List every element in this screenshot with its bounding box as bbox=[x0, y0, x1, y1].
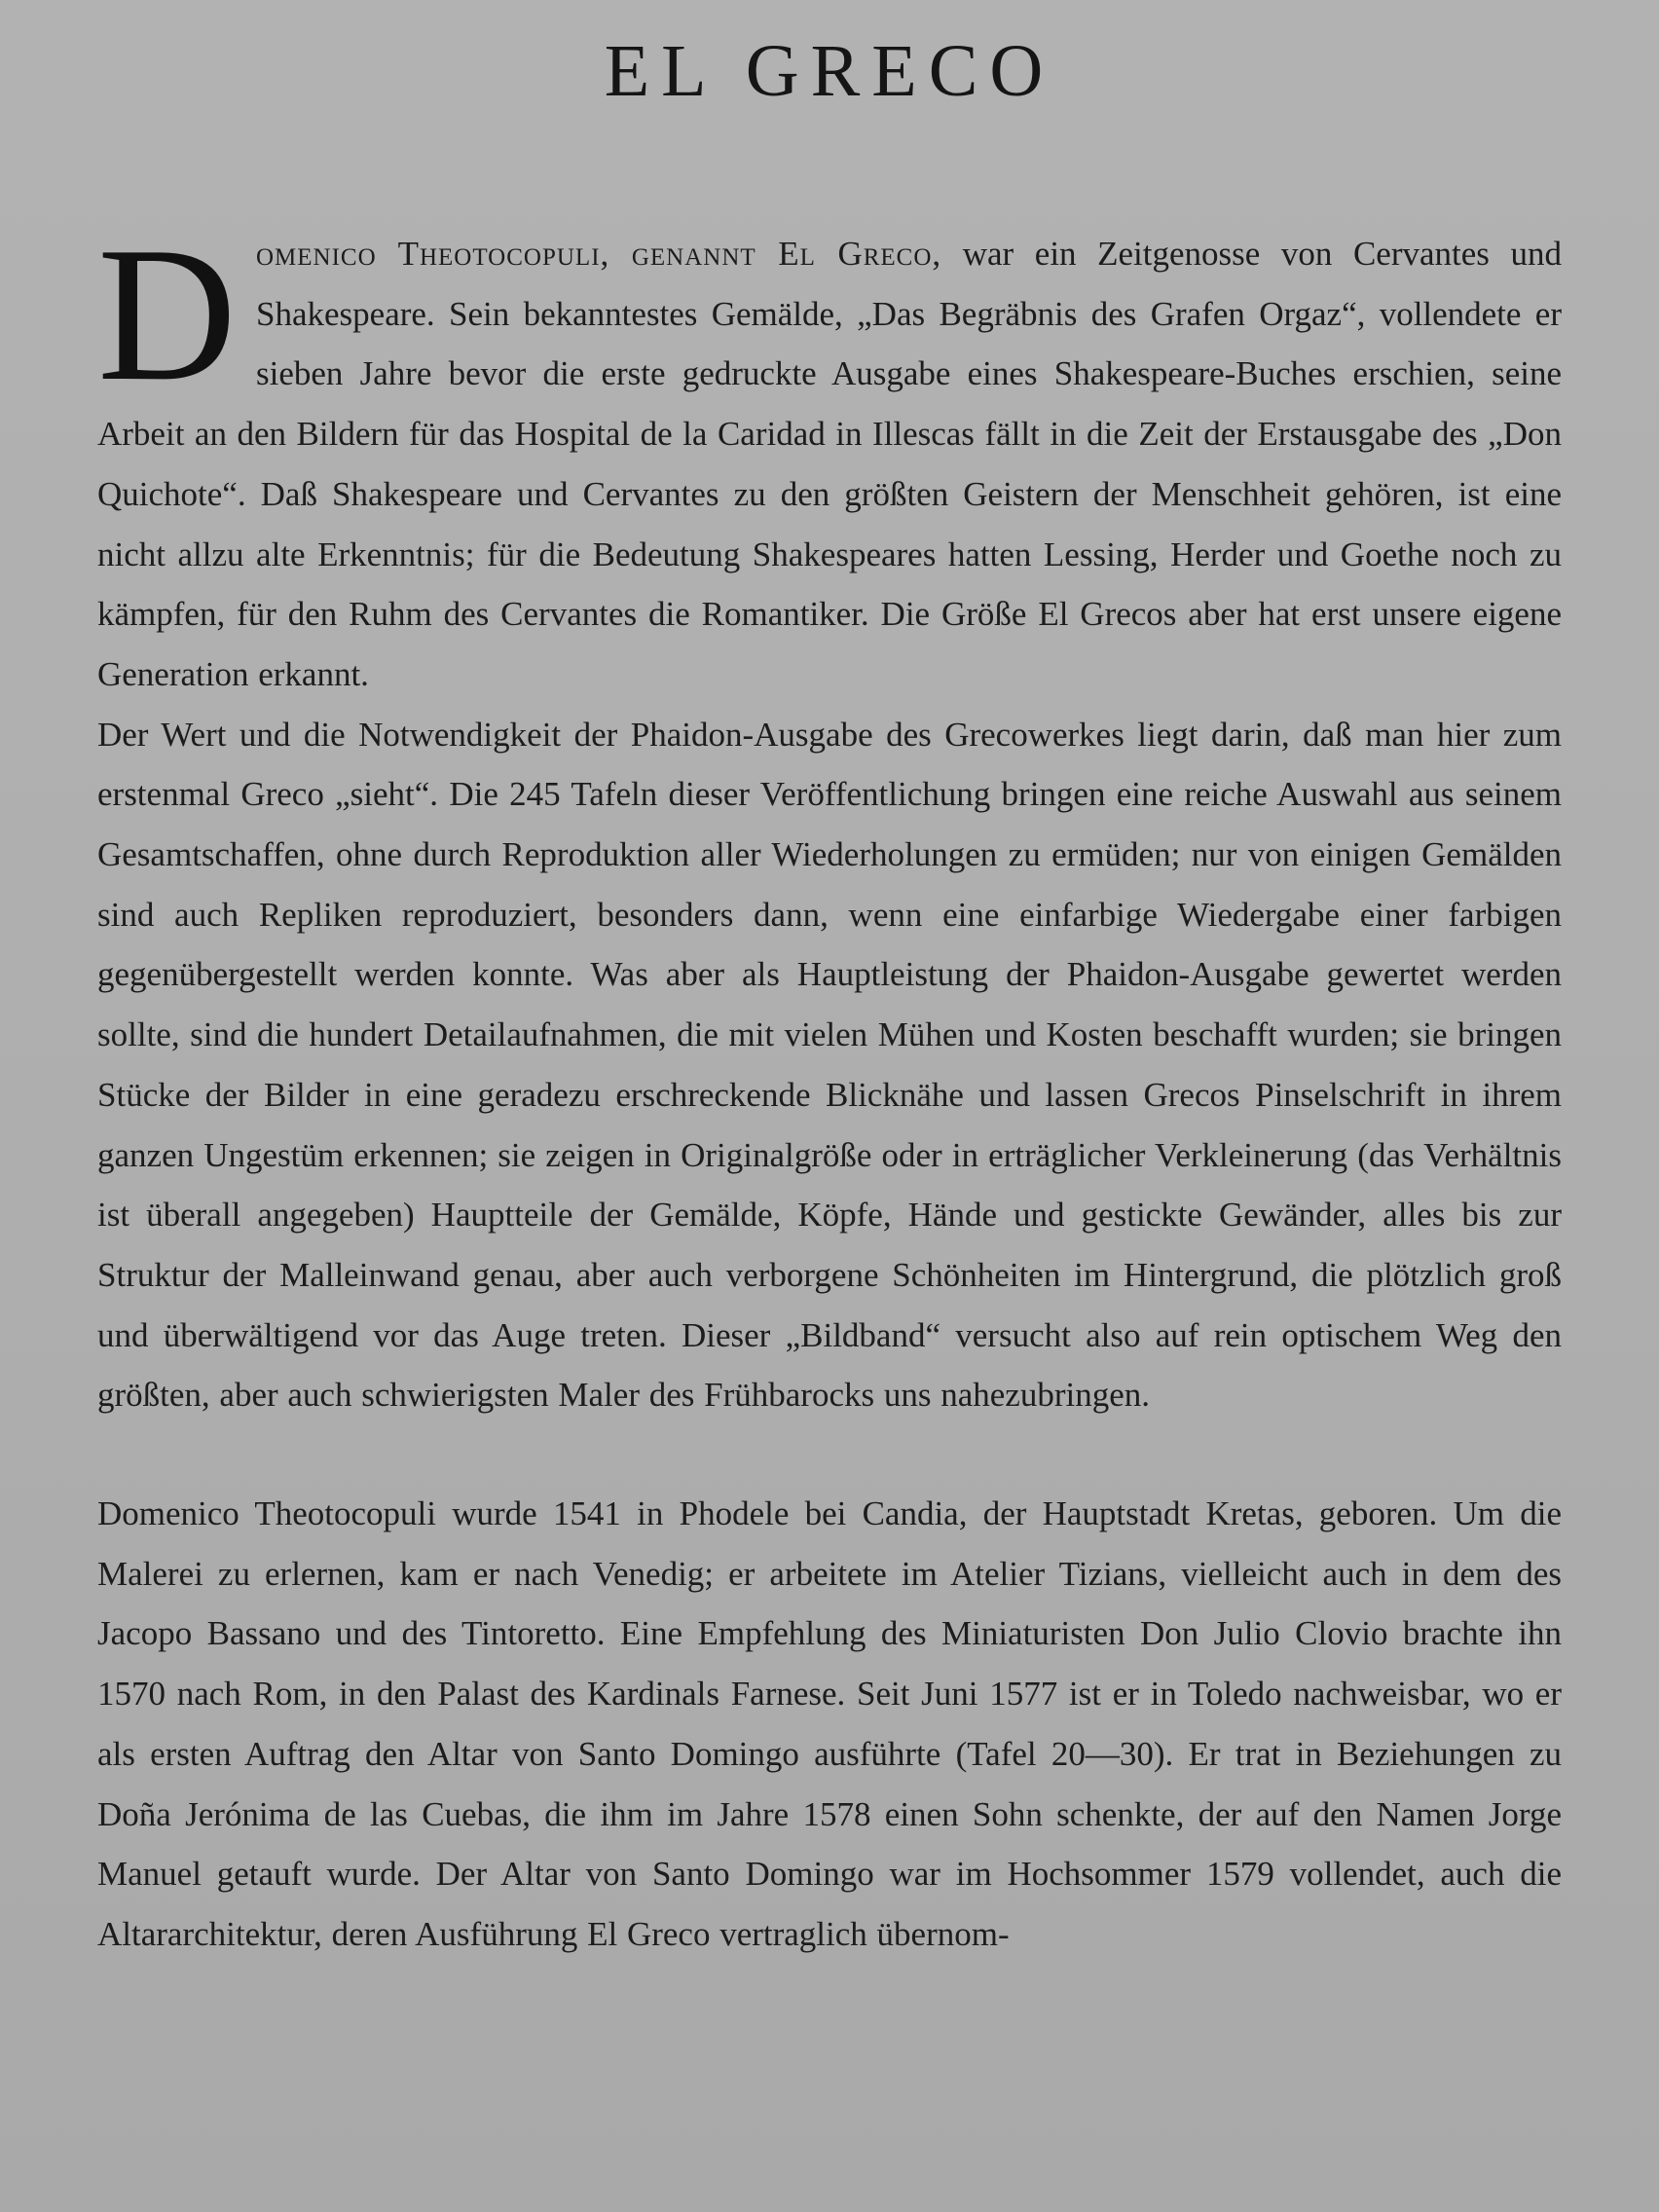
body-text bbox=[97, 207, 1562, 1965]
drop-cap: D bbox=[97, 207, 237, 421]
intro-paragraph bbox=[97, 207, 1562, 705]
paragraph-gap bbox=[97, 1425, 1562, 1484]
intro-text: war ein Zeitgenosse von Cervantes und Shakespeare. Sein bekanntestes Gemälde, „Das Begräbnis des Grafen Orgaz“, vollendete er sieben Jahre bevor die erste gedruckte Ausgabe eines Shakespeare-Buches erschien, seine Arbeit an den Bildern für das Hospital de la Caridad in Illescas fällt in die Zeit der Erstausgabe des „Don Quichote“. Daß Shakespeare und Cervantes zu den größten Geistern der Menschheit gehören, ist eine nicht allzu alte Erkenntnis; für die Bedeutung Shakespeares hatten Lessing, Herder und Goethe noch zu kämpfen, für den Ruhm des Cervantes die Romantiker. Die Größe El Grecos aber hat erst unsere eigene Generation erkannt. bbox=[97, 235, 1562, 693]
intro-lead-smallcaps: omenico Theotocopuli, genannt El Greco, bbox=[256, 235, 942, 273]
page-title: EL GRECO bbox=[604, 30, 1055, 112]
paragraph-biography: Domenico Theotocopuli wurde 1541 in Phodele bei Candia, der Hauptstadt Kretas, geboren. Um die Malerei zu erlernen, kam er nach Venedig; er arbeitete im Atelier Tizians, vielleicht auch in dem des Jacopo Bassano und des Tintoretto. Eine Empfehlung des Miniaturisten Don Julio Clovio brachte ihn 1570 nach Rom, in den Palast des Kardinals Farnese. Seit Juni 1577 ist er in Toledo nachweisbar, wo er als ersten Auftrag den Altar von Santo Domingo ausführte (Tafel 20—30). Er trat in Beziehungen zu Doña Jerónima de las Cuebas, die ihm im Jahre 1578 einen Sohn schenkte, der auf den Namen Jorge Manuel getauft wurde. Der Altar von Santo Domingo war im Hochsommer 1579 vollendet, auch die Altararchitektur, deren Ausführung El Greco vertraglich übernom- bbox=[97, 1494, 1562, 1953]
paragraph-phaidon-edition: Der Wert und die Notwendigkeit der Phaidon-Ausgabe des Grecowerkes liegt darin, daß man hier zum erstenmal Greco „sieht“. Die 245 Tafeln dieser Veröffentlichung bringen eine reiche Auswahl aus seinem Gesamtschaffen, ohne durch Reproduktion aller Wiederholungen zu ermüden; nur von einigen Gemälden sind auch Repliken reproduziert, besonders dann, wenn eine einfarbige Wiedergabe einer farbigen gegenübergestellt werden konnte. Was aber als Hauptleistung der Phaidon-Ausgabe gewertet werden sollte, sind die hundert Detailaufnahmen, die mit vielen Mühen und Kosten beschafft wurden; sie bringen Stücke der Bilder in eine geradezu erschreckende Blicknähe und lassen Grecos Pinselschrift in ihrem ganzen Ungestüm erkennen; sie zeigen in Originalgröße oder in erträglicher Verkleinerung (das Verhältnis ist überall angegeben) Hauptteile der Gemälde, Köpfe, Hände und gestickte Gewänder, alles bis zur Struktur der Malleinwand genau, aber auch verborgene Schönheiten im Hintergrund, die plötzlich groß und überwältigend vor das Auge treten. Dieser „Bildband“ versucht also auf rein optischem Weg den größten, aber auch schwierigsten Maler des Frühbarocks uns nahezubringen. bbox=[97, 715, 1562, 1415]
